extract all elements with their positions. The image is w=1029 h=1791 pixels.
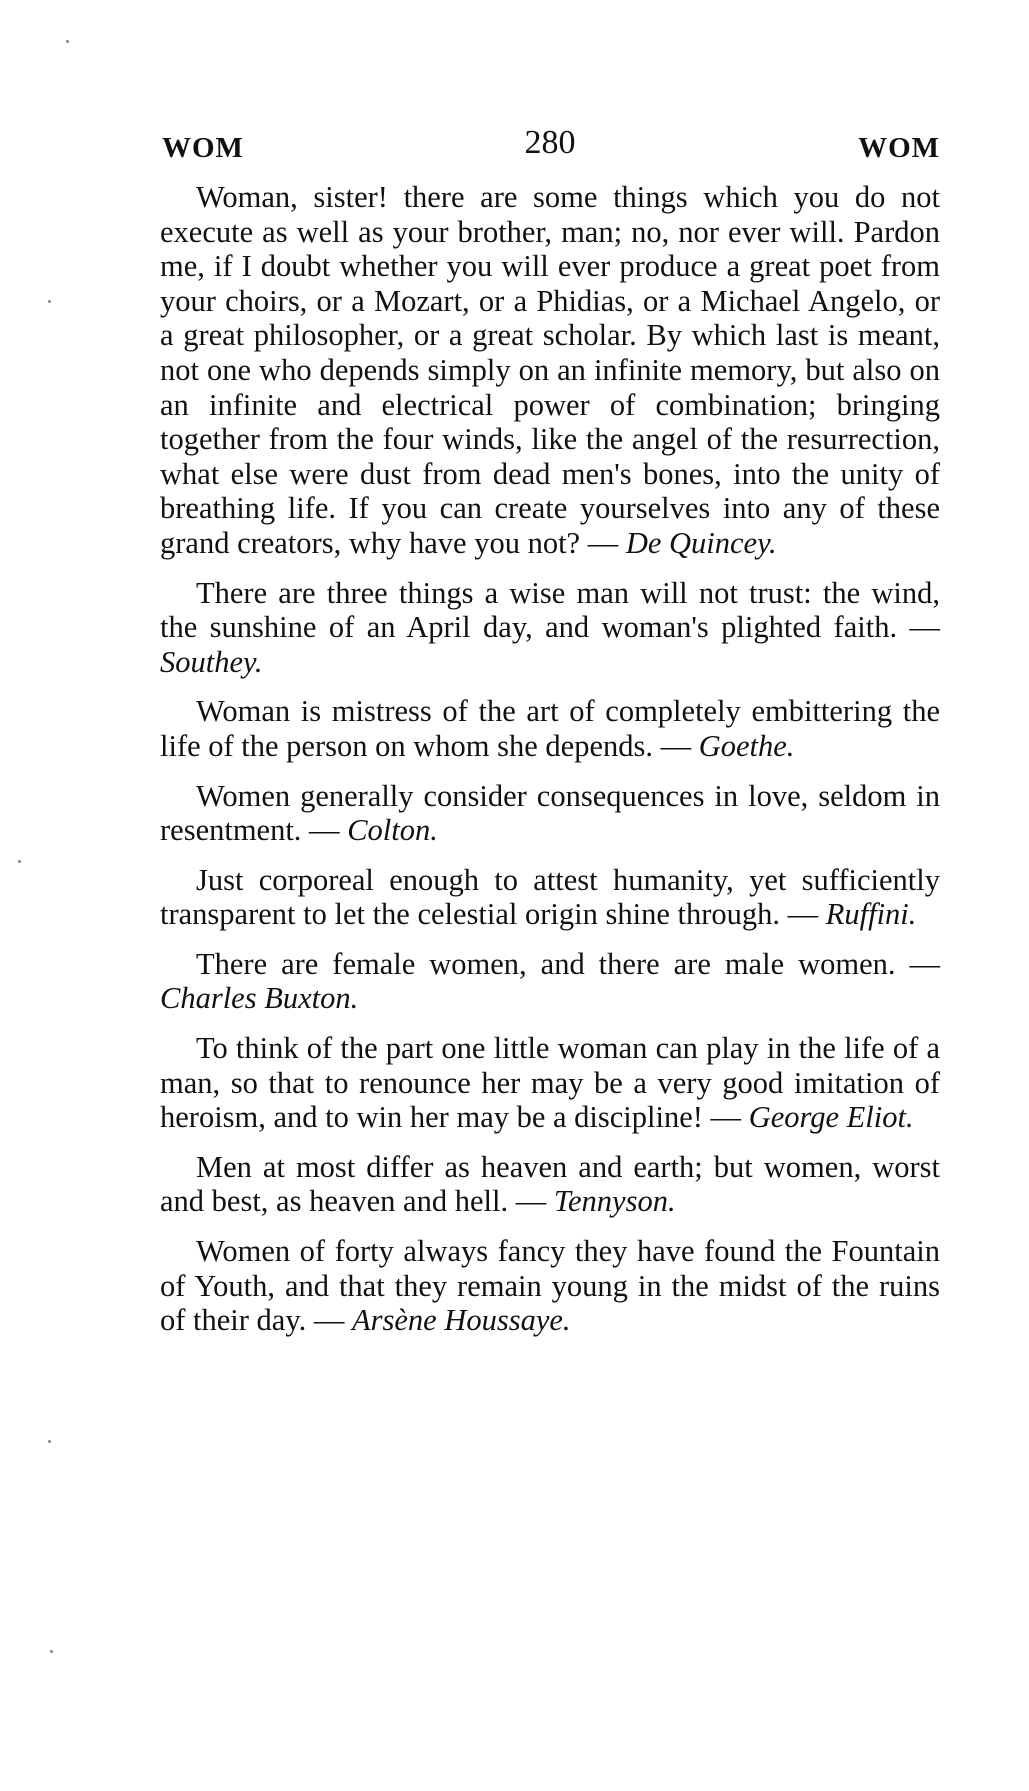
quote-text: Men at most differ as heaven and earth; but women, worst and best, as heaven and hell. — (160, 1149, 940, 1219)
quote-text: There are three things a wise man will not trust: the wind, the sunshine of an April day, and woman's plighted faith. — (160, 575, 940, 645)
scan-speck (18, 860, 21, 863)
scan-speck (66, 40, 69, 43)
quote-author: De Quincey. (625, 525, 777, 560)
scan-speck (48, 1440, 51, 1443)
quote-author: Goethe. (698, 728, 795, 763)
quote-paragraph (160, 1031, 940, 1135)
quote-author: Tennyson. (553, 1184, 676, 1219)
quote-text: Just corporeal enough to attest humanity, yet sufficiently transparent to let the celestial origin shine through. — (160, 862, 940, 932)
quote-author: Arsène Houssaye. (351, 1303, 571, 1338)
running-header (160, 120, 940, 180)
page-number: 280 (524, 124, 576, 161)
quote-paragraph (160, 779, 940, 848)
quote-text: There are female women, and there are male women. — (196, 946, 940, 981)
quote-paragraph (160, 576, 940, 680)
quote-paragraph (160, 694, 940, 763)
scan-speck (50, 1650, 53, 1653)
header-left-word: WOM (162, 132, 244, 164)
quote-author: George Eliot. (748, 1100, 914, 1135)
quote-text: Woman is mistress of the art of completely embittering the life of the person on whom she depends. — (160, 694, 940, 763)
scan-speck (48, 300, 51, 303)
quote-text: Woman, sister! there are some things which you do not execute as well as your brother, man; no, nor ever will. Pardon me, if I doubt whether you will ever produce a great poet from your choirs, or a Mozart, or a Phidias, or a Michael Angelo, or a great philosopher, or a great scholar. By which last is meant, not one who depends simply on an infinite memory, but also on an infinite and electrical power of combination; bringing together from the four winds, like the angel of the resurrection, what else were dust from dead men's bones, into the unity of breathing life. If you can create yourselves into any of these grand creators, why have you not? — (160, 180, 940, 560)
quote-paragraph (160, 180, 940, 561)
quote-author: Ruffini. (825, 897, 917, 932)
quote-author: Southey. (160, 644, 263, 679)
quote-paragraph (160, 947, 940, 1016)
quote-paragraph (160, 863, 940, 932)
book-page (160, 120, 940, 1353)
quote-paragraph (160, 1234, 940, 1338)
quote-text: Women generally consider consequences in love, seldom in resentment. — (160, 778, 940, 848)
header-right-word: WOM (858, 132, 940, 164)
quote-paragraph (160, 1150, 940, 1219)
quote-text: To think of the part one little woman can play in the life of a man, so that to renounce her may be a very good imitation of heroism, and to win her may be a discipline! — (160, 1031, 940, 1135)
quote-text: Women of forty always fancy they have found the Fountain of Youth, and that they remain young in the midst of the ruins of their day. — (160, 1234, 940, 1338)
quote-author: Charles Buxton. (160, 981, 359, 1016)
quote-author: Colton. (347, 813, 438, 848)
